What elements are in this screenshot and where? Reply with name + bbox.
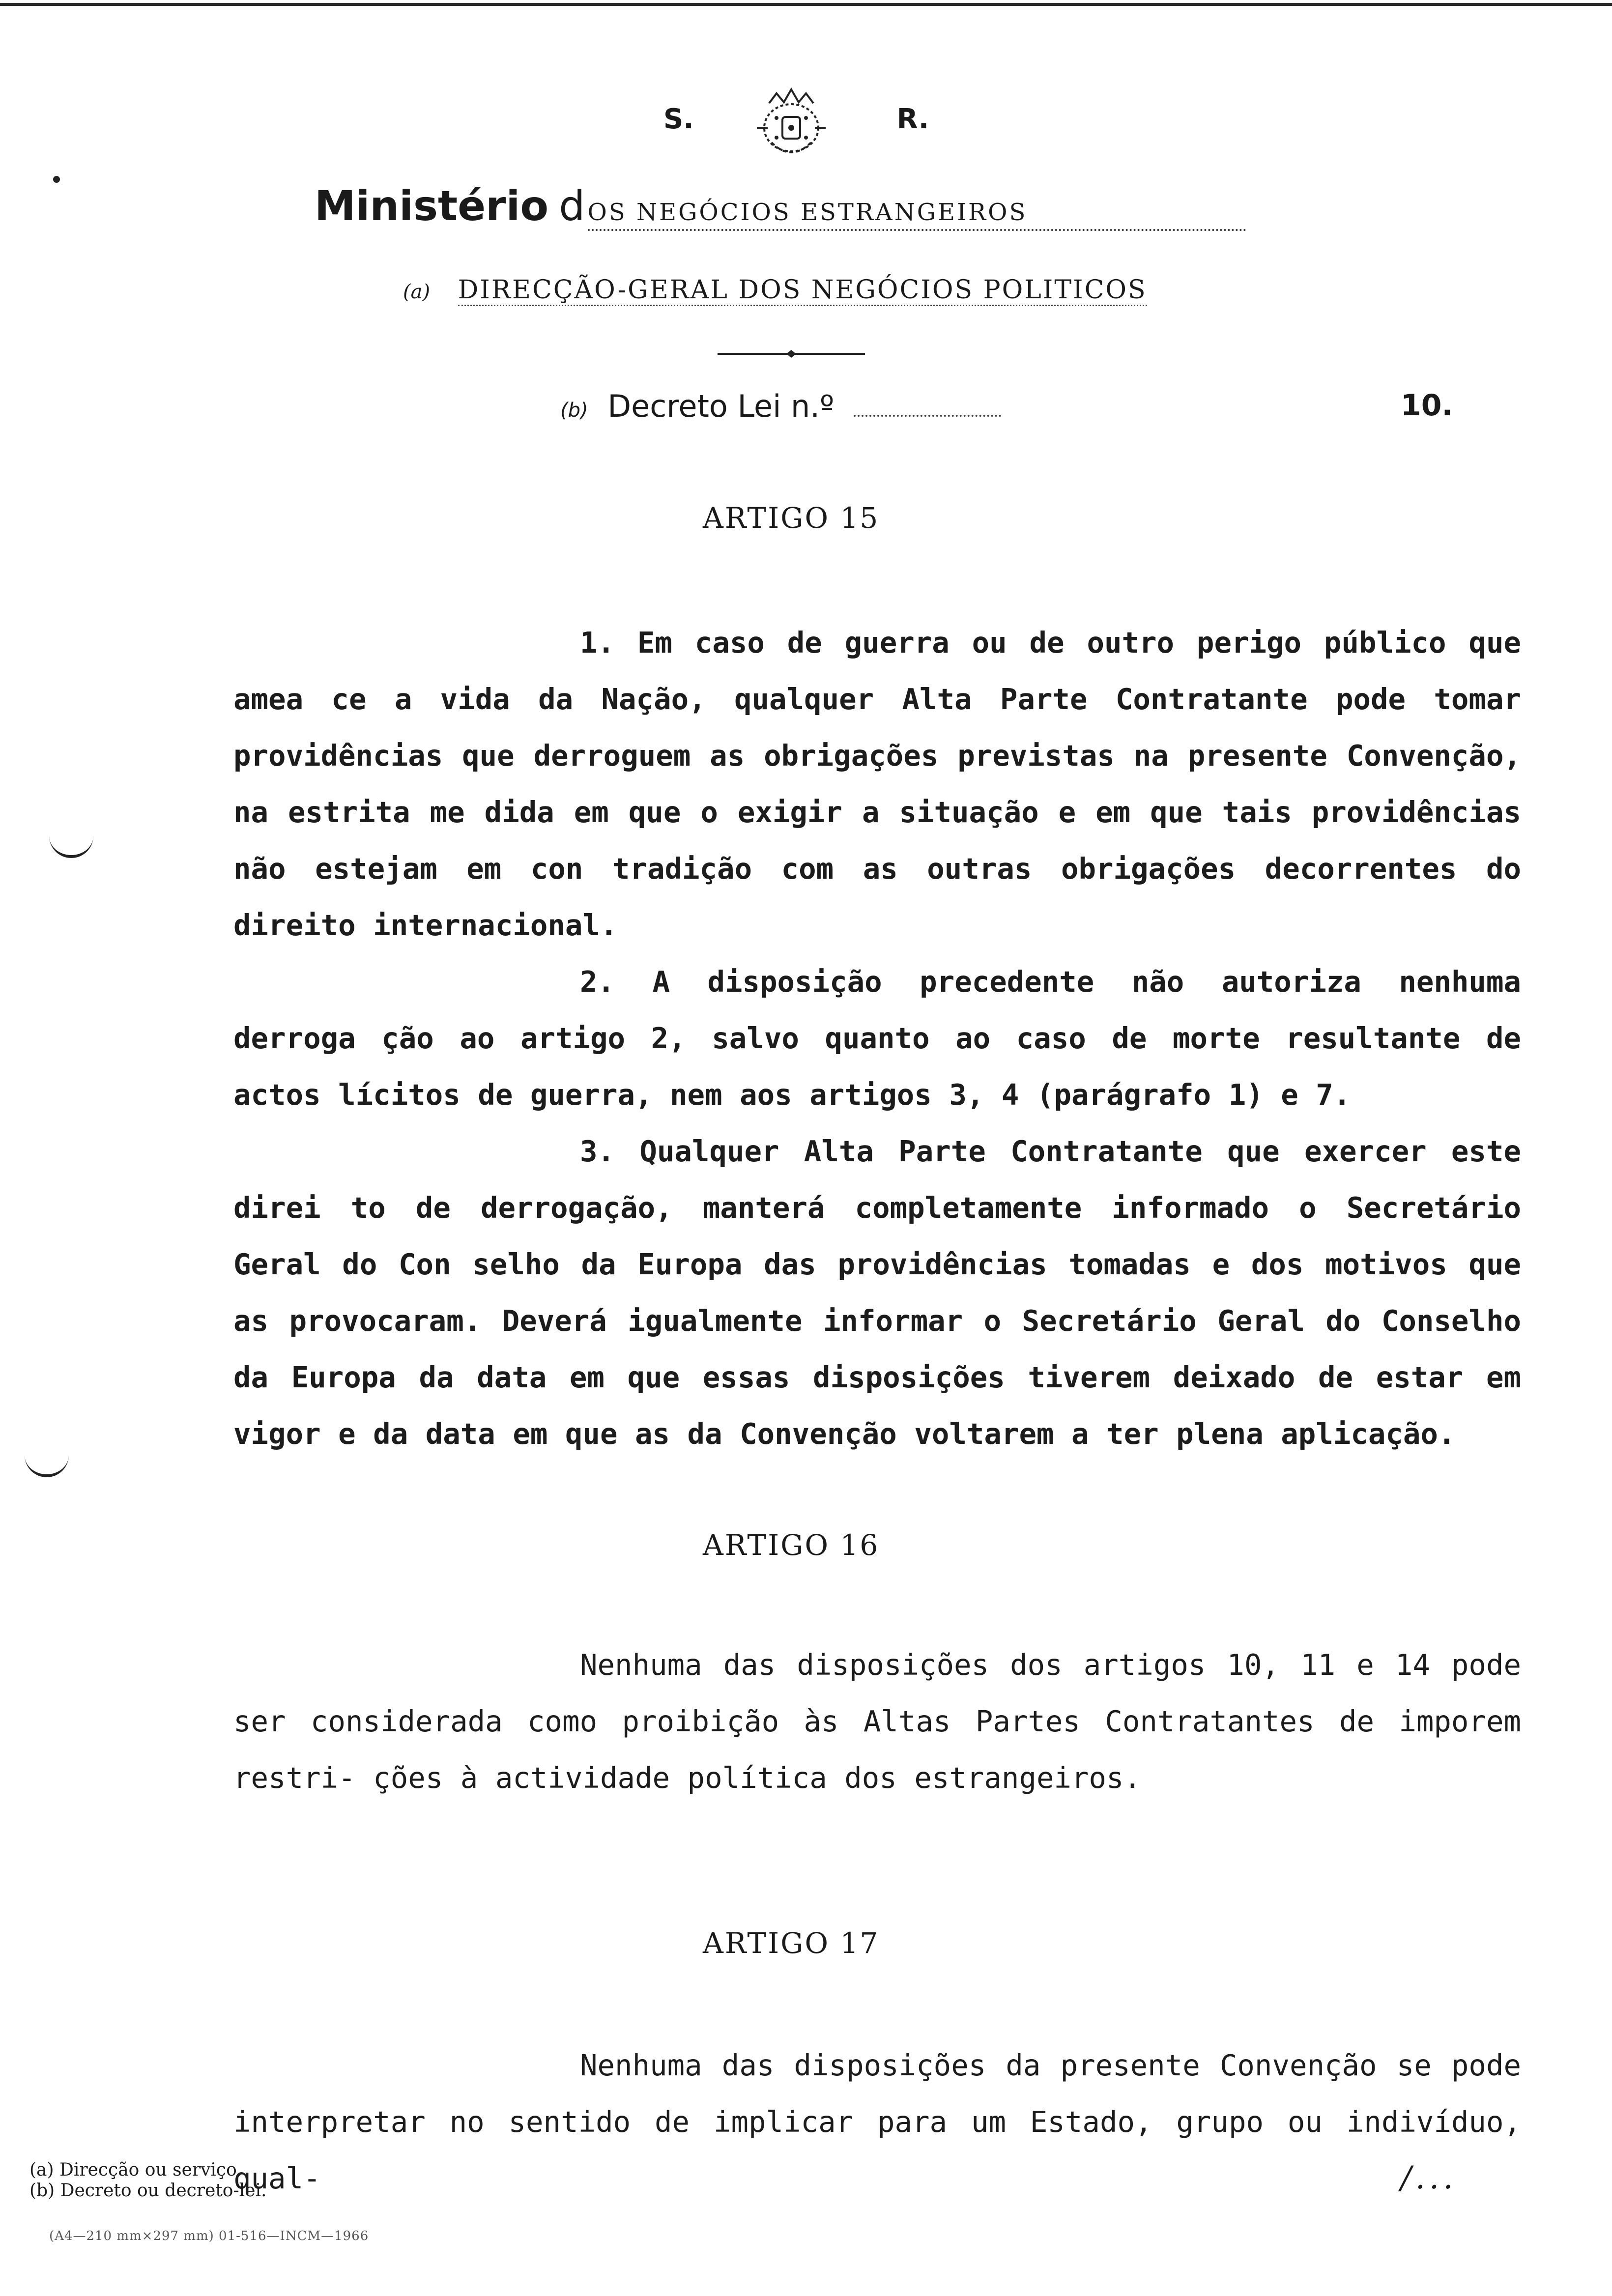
continuation-mark: /... [1401, 2160, 1457, 2196]
ministry-name: OS NEGÓCIOS ESTRANGEIROS [588, 199, 1246, 231]
footnote-mark-b: (b) [560, 399, 588, 422]
top-border-rule [0, 3, 1612, 6]
directorate-line [403, 275, 1337, 305]
scan-speck [53, 176, 60, 183]
article-paragraph: Nenhuma das disposições dos artigos 10, 11 e 14 pode ser considerada como proibição às Altas Partes Contratantes de imporem restri- ções à actividade política dos estrangeiros. [233, 1648, 1521, 1795]
ornamental-divider [718, 344, 865, 364]
article-title: ARTIGO 17 [703, 1926, 880, 1960]
footnote-b: (b) Decreto ou decreto-lei. [29, 2181, 267, 2201]
ministry-title [315, 182, 1248, 241]
article-paragraph: 1. Em caso de guerra ou de outro perigo público que amea ce a vida da Nação, qualquer Alta Parte Contratante pode tomar providências que derroguem as obrigações previstas na presente Convenção, na estrita me dida em que o exigir a situação e em que tais providências não estejam em con tradição com as outras obrigações decorrentes do direito internacional. [233, 626, 1521, 942]
article-17-body [233, 2037, 1521, 2207]
sr-right-letter: R. [896, 103, 929, 135]
footnote-a: (a) Direcção ou serviço. [29, 2160, 242, 2180]
decree-blank [854, 415, 1001, 417]
ministry-word: Ministério [315, 182, 549, 230]
article-title: ARTIGO 15 [703, 501, 880, 535]
footnote-mark-a: (a) [403, 281, 431, 303]
article-paragraph: Nenhuma das disposições da presente Convenção se pode interpretar no sentido de implicar para um Estado, grupo ou indivíduo, qual- [233, 2048, 1521, 2195]
ministry-d: d [559, 182, 585, 230]
republic-header [663, 84, 929, 172]
article-paragraph: 2. A disposição precedente não autoriza nenhuma derroga ção ao artigo 2, salvo quanto ao caso de morte resultante de actos lícitos de guerra, nem aos artigos 3, 4 (parágrafo 1) e 7. [233, 965, 1521, 1112]
coat-of-arms-icon [742, 84, 840, 167]
decree-line [560, 388, 1001, 424]
article-paragraph: 3. Qualquer Alta Parte Contratante que exercer este direi to de derrogação, manterá completamente informado o Secretário Geral do Con selho da Europa das providências tomadas e dos motivos que as provocaram. Deverá igualmente informar o Secretário Geral do Conselho da Europa da data em que essas disposições tiverem deixado de estar em vigor e da data em que as da Convenção voltarem a ter plena aplicação. [233, 1134, 1521, 1451]
article-15-body [233, 614, 1521, 1462]
directorate-name: DIRECÇÃO-GERAL DOS NEGÓCIOS POLITICOS [458, 275, 1147, 306]
article-16-body [233, 1636, 1521, 1806]
scan-mark [49, 831, 93, 858]
article-title: ARTIGO 16 [703, 1528, 880, 1562]
scan-mark [25, 1450, 69, 1477]
decree-label: Decreto Lei n.º [607, 388, 835, 424]
decree-number: 10. [1401, 388, 1453, 423]
footnotes [29, 2160, 266, 2201]
print-code: (A4—210 mm×297 mm) 01-516—INCM—1966 [49, 2229, 369, 2243]
sr-left-letter: S. [663, 103, 694, 135]
